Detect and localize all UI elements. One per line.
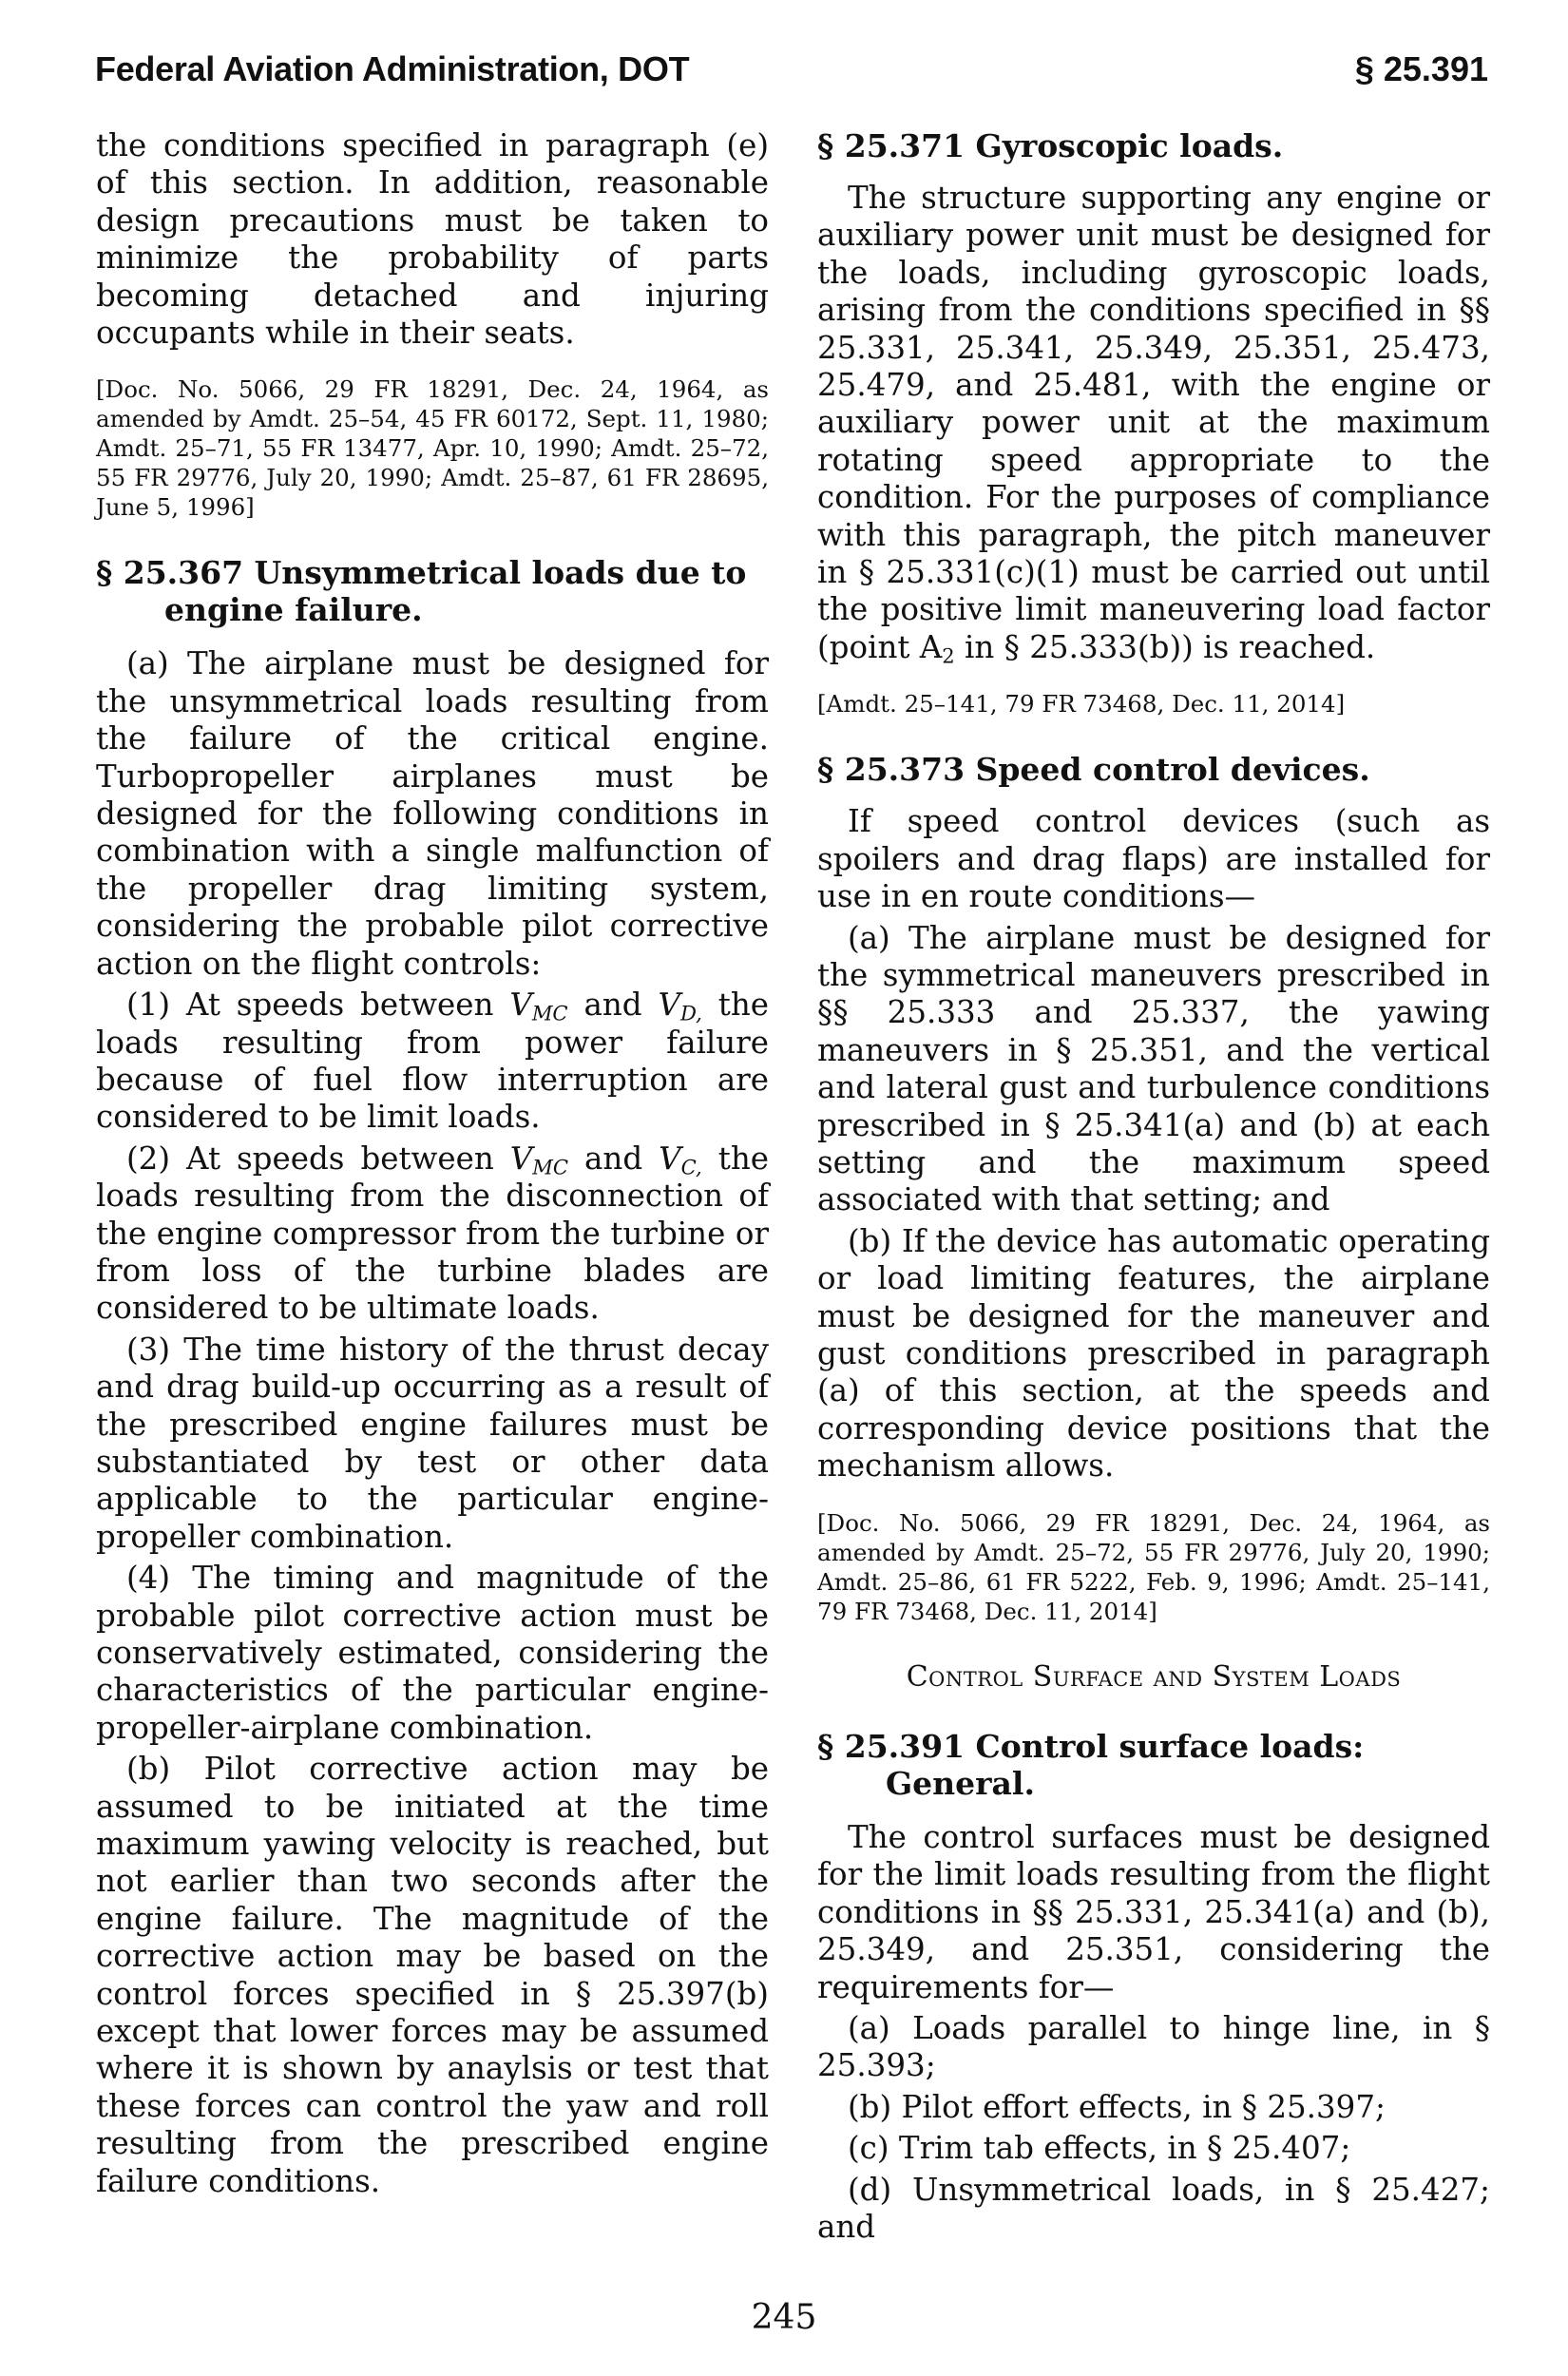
section-heading-25-367: § 25.367 Unsymmetrical loads due to engine failure. (96, 554, 747, 629)
paragraph-4: (4) The timing and magnitude of the probable pilot corrective action must be conservatively estimated, considering the characteristics of the particular engine-propeller-airplane combination. (96, 1560, 769, 1746)
section-heading-25-371: § 25.371 Gyroscopic loads. (817, 127, 1284, 164)
gyroscopic-loads-text: The structure supporting any engine or auxiliary power unit must be designed for the loads, including gyroscopic loads, arising from the conditions specified in §§ 25.331, 25.341, 25.349, 25.351, 25.473, 25.479, and 25.481, with the engine or auxiliary power unit at the maximum rotating speed appropriate to the condition. For the purposes of compliance with this paragraph, the pitch maneuver in § 25.331(c)(1) must be carried out until the positive limit maneuvering load factor (point $A_2$ in § 25.333(b)) is reached. (817, 180, 1490, 668)
paragraph-c: (c) Trim tab effects, in § 25.407; (848, 2130, 1351, 2167)
left-column (96, 127, 769, 2204)
section-heading-25-373: § 25.373 Speed control devices. (817, 751, 1370, 789)
part-subheading: Control Surface and System Loads (906, 1659, 1402, 1694)
paragraph-b: (b) Pilot corrective action may be assumed to be initiated at the time maximum yawing velocity is reached, but not earlier than two seconds after the engine failure. The magnitude of the corrective action may be based on the control forces specified in § 25.397(b) except that lower forces may be assumed where it is shown by anaylsis or test that these forces can control the yaw and roll resulting from the prescribed engine failure conditions. (96, 1751, 769, 2199)
paragraph-2: (2) At speeds between $V_{MC}$ and $V_{C,}$ the loads resulting from the disconnection of the engine compressor from the turbine or from loss of the turbine blades are considered to be ultimate loads. (96, 1140, 769, 1327)
section-marker: § 25.391 (1354, 49, 1488, 88)
running-header (95, 49, 1488, 106)
agency-title: Federal Aviation Administration, DOT (95, 49, 690, 88)
amendment-citation: [Amdt. 25–141, 79 FR 73468, Dec. 11, 2014] (817, 690, 1346, 719)
amendment-citation: [Doc. No. 5066, 29 FR 18291, Dec. 24, 1964, as amended by Amdt. 25–54, 45 FR 60172, Sept. 11, 1980; Amdt. 25–71, 55 FR 13477, Apr. 10, 1990; Amdt. 25–72, 55 FR 29776, July 20, 1990; Amdt. 25–87, 61 FR 28695, June 5, 1996] (96, 375, 769, 522)
control-surface-intro: The control surfaces must be designed for the limit loads resulting from the flight conditions in §§ 25.331, 25.341(a) and (b), 25.349, and 25.351, considering the requirements for— (817, 1819, 1490, 2005)
paragraph-a: (a) The airplane must be designed for the symmetrical maneuvers prescribed in §§ 25.333 and 25.337, the yawing maneuvers in § 25.351, and the vertical and lateral gust and turbulence conditions prescribed in § 25.341(a) and (b) at each setting and the maximum speed associated with that setting; and (817, 919, 1490, 1218)
speed-control-intro: If speed control devices (such as spoilers and drag flaps) are installed for use in en route conditions— (817, 803, 1490, 915)
paragraph-b: (b) If the device has automatic operating or load limiting features, the airplane must be designed for the maneuver and gust conditions prescribed in paragraph (a) of this section, at the speeds and corresponding device positions that the mechanism allows. (817, 1222, 1490, 1485)
paragraph-a: (a) Loads parallel to hinge line, in § 25.393; (817, 2010, 1490, 2084)
paragraph-1: (1) At speeds between $V_{MC}$ and $V_{D,}$ the loads resulting from power failure because of fuel flow interruption are considered to be limit loads. (96, 987, 769, 1136)
right-column (817, 127, 1490, 2250)
paragraph-a: (a) The airplane must be designed for the unsymmetrical loads resulting from the failure of the critical engine. Turbopropeller airplanes must be designed for the following conditions in combination with a single malfunction of the propeller drag limiting system, considering the probable pilot corrective action on the flight controls: (96, 645, 769, 982)
section-heading-25-391: § 25.391 Control surface loads: General. (817, 1728, 1365, 1802)
amendment-citation: [Doc. No. 5066, 29 FR 18291, Dec. 24, 1964, as amended by Amdt. 25–72, 55 FR 29776, July 20, 1990; Amdt. 25–86, 61 FR 5222, Feb. 9, 1996; Amdt. 25–141, 79 FR 73468, Dec. 11, 2014] (817, 1508, 1490, 1625)
paragraph-b: (b) Pilot effort effects, in § 25.397; (848, 2088, 1386, 2125)
paragraph-d: (d) Unsymmetrical loads, in § 25.427; and (817, 2171, 1490, 2246)
continued-paragraph: the conditions specified in paragraph (e) of this section. In addition, reasonable design precautions must be taken to minimize the probability of parts becoming detached and injuring occupants while in their seats. (96, 127, 769, 352)
paragraph-3: (3) The time history of the thrust decay and drag build-up occurring as a result of the prescribed engine failures must be substantiated by test or other data applicable to the particular engine-propeller combination. (96, 1331, 769, 1555)
page-number: 245 (751, 2298, 817, 2337)
